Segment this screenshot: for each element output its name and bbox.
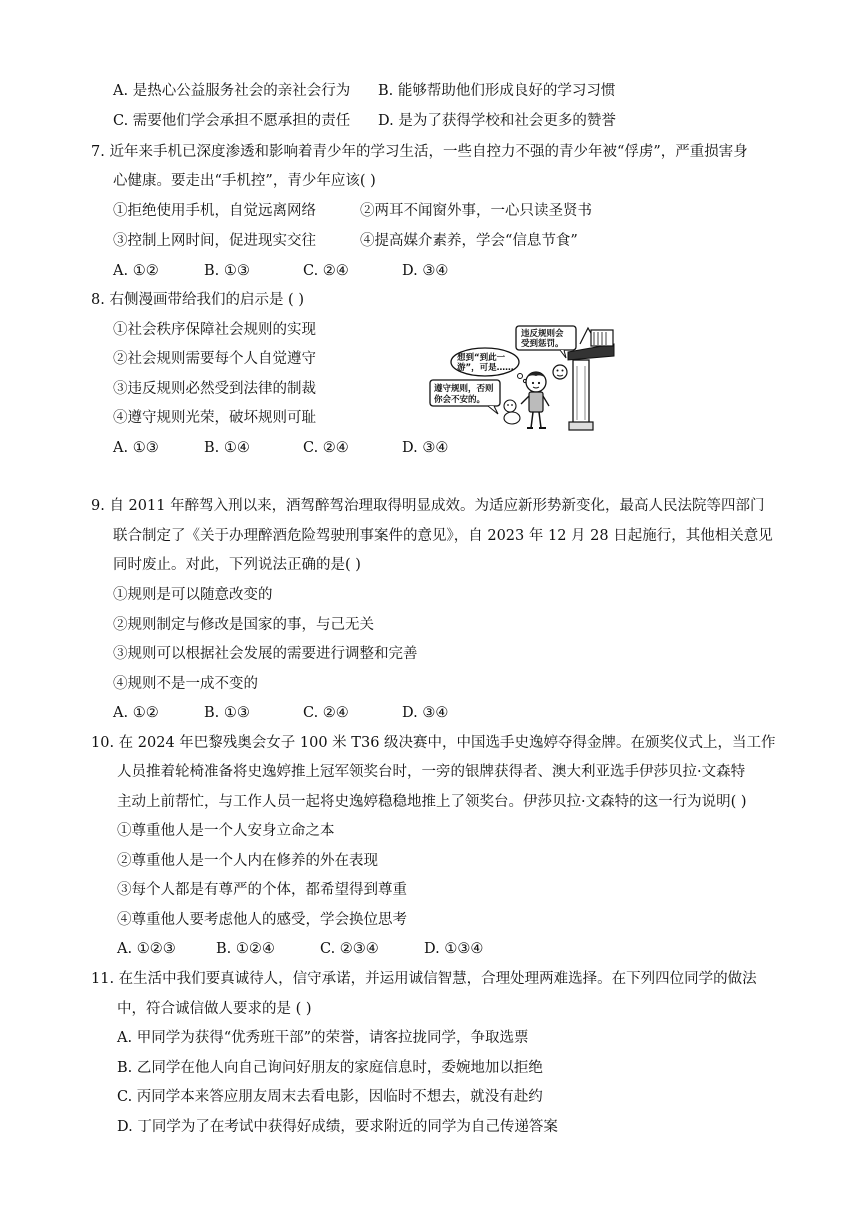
q7-option-c: C. ②④ xyxy=(303,263,349,279)
cartoon-bubble-middle-line2: 游”，可是…… xyxy=(457,363,514,373)
q9-statement-3: ③规则可以根据社会发展的需要进行调整和完善 xyxy=(113,646,418,662)
q9-option-b: B. ①③ xyxy=(204,705,250,721)
q8-option-d: D. ③④ xyxy=(402,440,449,456)
q7-statement-1: ①拒绝使用手机，自觉远离网络 xyxy=(113,203,316,219)
q6-option-c: C. 需要他们学会承担不愿承担的责任 xyxy=(113,113,351,129)
q8-option-a: A. ①③ xyxy=(113,440,159,456)
cartoon-small-face xyxy=(553,365,567,379)
q9-stem-line1: 9. 自 2011 年醉驾入刑以来，酒驾醉驾治理取得明显成效。为适应新形势新变化，最高人民法院等四部门 xyxy=(91,498,765,514)
q8-statement-2: ②社会规则需要每个人自觉遵守 xyxy=(113,351,316,367)
q7-stem-line2: 心健康。要走出“手机控”，青少年应该( ) xyxy=(113,173,376,189)
q9-option-c: C. ②④ xyxy=(303,705,349,721)
q10-option-a: A. ①②③ xyxy=(117,941,176,957)
q6-option-d: D. 是为了获得学校和社会更多的赞誉 xyxy=(378,113,616,129)
cartoon-bubble-lower-line2: 你会不安的。 xyxy=(434,395,486,405)
cartoon-bubble-middle xyxy=(451,348,527,383)
q8-statement-3: ③违反规则必然受到法律的制裁 xyxy=(113,381,316,397)
q10-option-c: C. ②③④ xyxy=(320,941,379,957)
q6-option-a: A. 是热心公益服务社会的亲社会行为 xyxy=(113,83,351,99)
q9-option-a: A. ①② xyxy=(113,705,159,721)
q10-option-b: B. ①②④ xyxy=(216,941,275,957)
q7-statement-2: ②两耳不闻窗外事，一心只读圣贤书 xyxy=(360,203,592,219)
q8-statement-4: ④遵守规则光荣，破坏规则可耻 xyxy=(113,410,316,426)
q11-stem-line2: 中，符合诚信做人要求的是 ( ) xyxy=(117,1001,312,1017)
q8-statement-1: ①社会秩序保障社会规则的实现 xyxy=(113,322,316,338)
q7-option-b: B. ①③ xyxy=(204,263,250,279)
q11-option-c: C. 丙同学本来答应朋友周末去看电影，因临时不想去，就没有赴约 xyxy=(117,1089,543,1105)
cartoon-small-creature xyxy=(504,400,520,424)
q11-option-d: D. 丁同学为了在考试中获得好成绩，要求附近的同学为自己传递答案 xyxy=(117,1119,558,1135)
cartoon-bubble-lower xyxy=(430,380,500,414)
q8-cartoon-illustration xyxy=(428,320,618,438)
cartoon-bubble-lower-line1: 遵守规则，否则 xyxy=(434,384,494,394)
q7-stem-line1: 7. 近年来手机已深度渗透和影响着青少年的学习生活，一些自控力不强的青少年被“俘虏”，严重损害身 xyxy=(91,144,748,160)
q11-option-b: B. 乙同学在他人向自己询问好朋友的家庭信息时，委婉地加以拒绝 xyxy=(117,1060,543,1076)
q8-stem: 8. 右侧漫画带给我们的启示是 ( ) xyxy=(91,292,304,308)
q7-statement-3: ③控制上网时间，促进现实交往 xyxy=(113,233,316,249)
q10-option-d: D. ①③④ xyxy=(424,941,484,957)
q10-statement-3: ③每个人都是有尊严的个体，都希望得到尊重 xyxy=(117,882,407,898)
q6-option-b: B. 能够帮助他们形成良好的学习习惯 xyxy=(378,83,616,99)
cartoon-bubble-top xyxy=(516,326,576,358)
q11-option-a: A. 甲同学为获得“优秀班干部”的荣誉，请客拉拢同学，争取选票 xyxy=(117,1030,529,1046)
q9-option-d: D. ③④ xyxy=(402,705,449,721)
q10-statement-2: ②尊重他人是一个人内在修养的外在表现 xyxy=(117,853,378,869)
q9-statement-1: ①规则是可以随意改变的 xyxy=(113,587,273,603)
cartoon-bubble-middle-line1: 想到“到此一 xyxy=(457,353,506,363)
q9-statement-2: ②规则制定与修改是国家的事，与己无关 xyxy=(113,617,374,633)
q9-stem-line3: 同时废止。对此，下列说法正确的是( ) xyxy=(113,557,361,573)
q10-stem-line2: 人员推着轮椅准备将史逸婷推上冠军领奖台时，一旁的银牌获得者、澳大利亚选手伊莎贝拉·文森特 xyxy=(117,764,746,780)
q10-statement-1: ①尊重他人是一个人安身立命之本 xyxy=(117,823,335,839)
cartoon-bubble-top-line2: 受到惩罚。 xyxy=(521,339,564,349)
q10-stem-line1: 10. 在 2024 年巴黎残奥会女子 100 米 T36 级决赛中，中国选手史逸婷夺得金牌。在颁奖仪式上，当工作 xyxy=(91,735,776,751)
cartoon-bubble-top-line1: 违反规则会 xyxy=(521,329,564,339)
q7-statement-4: ④提高媒介素养，学会“信息节食” xyxy=(360,233,578,249)
q8-option-c: C. ②④ xyxy=(303,440,349,456)
q8-option-b: B. ①④ xyxy=(204,440,250,456)
q7-option-d: D. ③④ xyxy=(402,263,449,279)
q10-statement-4: ④尊重他人要考虑他人的感受，学会换位思考 xyxy=(117,912,407,928)
q10-stem-line3: 主动上前帮忙，与工作人员一起将史逸婷稳稳地推上了领奖台。伊莎贝拉·文森特的这一行为说明( ) xyxy=(117,794,747,810)
q7-option-a: A. ①② xyxy=(113,263,159,279)
q11-stem-line1: 11. 在生活中我们要真诚待人，信守承诺，并运用诚信智慧，合理处理两难选择。在下列四位同学的做法 xyxy=(91,971,757,987)
q9-stem-line2: 联合制定了《关于办理醉酒危险驾驶刑事案件的意见》，自 2023 年 12 月 28 日起施行，其他相关意见 xyxy=(113,528,773,544)
q9-statement-4: ④规则不是一成不变的 xyxy=(113,676,258,692)
